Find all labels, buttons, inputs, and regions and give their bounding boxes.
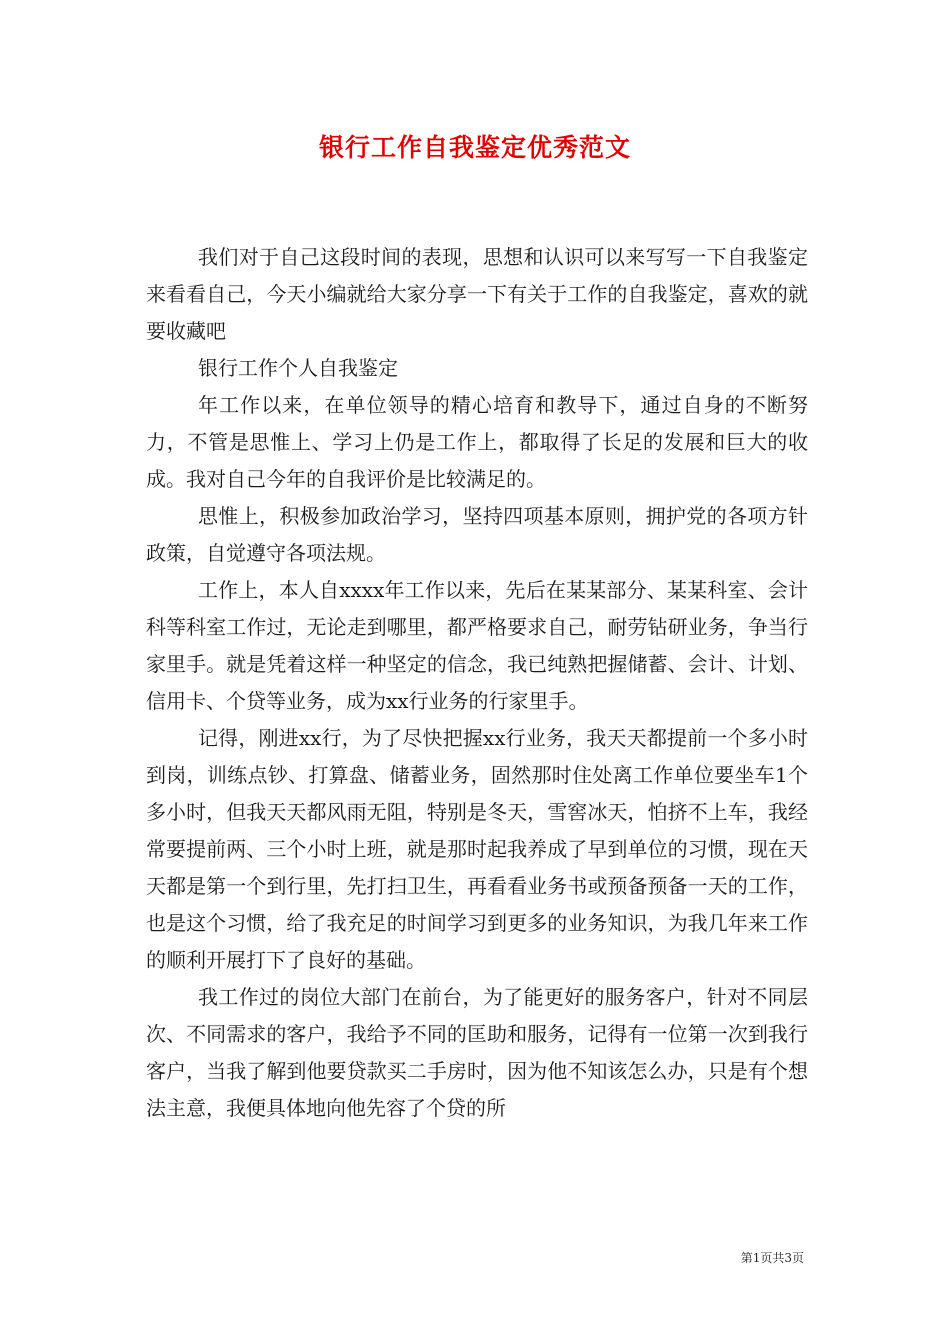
paragraph-memory: 记得，刚进xx行，为了尽快把握xx行业务，我天天都提前一个多小时到岗，训练点钞、打算盘、储蓄业务，固然那时住处离工作单位要坐车1个多小时，但我天天都风雨无阻，特别是冬天，雪窖冰天，怕挤不上车，我经常要提前两、三个小时上班，就是那时起我养成了早到单位的习惯，现在天天都是第一个到行里，先打扫卫生，再看看业务书或预备预备一天的工作，也是这个习惯，给了我充足的时间学习到更多的业务知识，为我几年来工作的顺利开展打下了良好的基础。 <box>146 726 808 972</box>
paragraph-service: 我工作过的岗位大部门在前台，为了能更好的服务客户，针对不同层次、不同需求的客户，我给予不同的匡助和服务，记得有一位第一次到我行客户，当我了解到他要贷款买二手房时，因为他不知该怎么办，只是有个想法主意，我便具体地向他先容了个贷的所 <box>146 985 808 1120</box>
paragraph-subtitle: 银行工作个人自我鉴定 <box>198 356 398 380</box>
paragraph-work: 工作上，本人自xxxx年工作以来，先后在某某部分、某某科室、会计科等科室工作过，无论走到哪里，都严格要求自己，耐劳钻研业务，争当行家里手。就是凭着这样一种坚定的信念，我已纯熟把握储蓄、会计、计划、信用卡、个贷等业务，成为xx行业务的行家里手。 <box>146 578 808 713</box>
document-body <box>146 239 808 1127</box>
paragraph-intro: 我们对于自己这段时间的表现，思想和认识可以来写写一下自我鉴定来看看自己，今天小编就给大家分享一下有关于工作的自我鉴定，喜欢的就要收藏吧 <box>146 245 808 343</box>
document-title: 银行工作自我鉴定优秀范文 <box>318 133 631 162</box>
paragraph-work-summary: 年工作以来，在单位领导的精心培育和教导下，通过自身的不断努力，不管是思惟上、学习上仍是工作上，都取得了长足的发展和巨大的收成。我对自己今年的自我评价是比较满足的。 <box>146 393 808 491</box>
page-number: 第1页共3页 <box>740 1251 804 1265</box>
paragraph-thinking: 思惟上，积极参加政治学习，坚持四项基本原则，拥护党的各项方针政策，自觉遵守各项法规。 <box>146 504 808 565</box>
